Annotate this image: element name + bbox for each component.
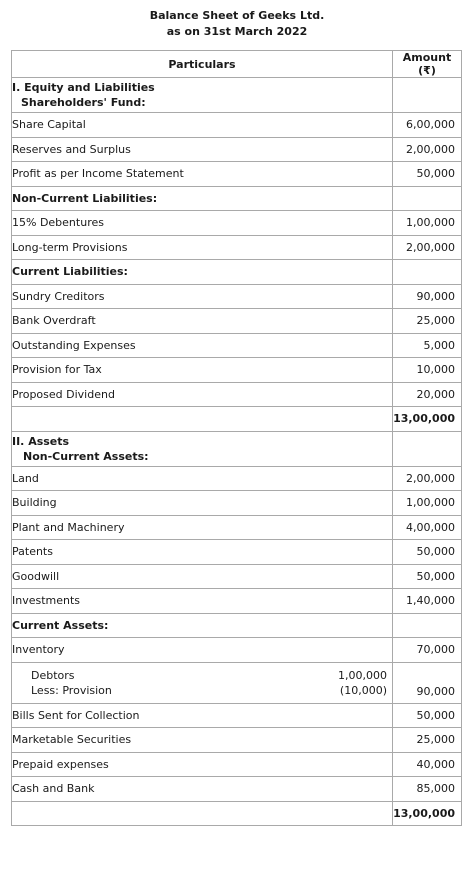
table-header-row [12,51,462,78]
debtors-label: Debtors [31,668,75,682]
balance-sheet-title [0,0,474,38]
noncurrent-liabilities-title: Non-Current Liabilities: [12,186,393,211]
table-row [12,777,462,802]
table-row [12,162,462,187]
debtors-row [12,662,462,703]
equity-total-row [12,407,462,432]
row-label: Plant and Machinery [12,515,393,540]
row-label: Bank Overdraft [12,309,393,334]
particulars-header: Particulars [12,51,393,78]
table-row [12,382,462,407]
row-amount: 2,00,000 [393,137,462,162]
row-label: Outstanding Expenses [12,333,393,358]
row-amount: 50,000 [393,703,462,728]
noncurrent-assets-title: Non-Current Assets: [23,449,149,463]
row-amount: 4,00,000 [393,515,462,540]
balance-sheet-table [11,50,462,826]
row-label: Long-term Provisions [12,235,393,260]
noncurrent-liabilities-heading-row [12,186,462,211]
less-provision-label: Less: Provision [31,683,112,697]
row-label: Building [12,491,393,516]
row-amount: 20,000 [393,382,462,407]
row-label: Marketable Securities [12,728,393,753]
table-row [12,466,462,491]
table-row [12,540,462,565]
table-row [12,235,462,260]
row-amount: 1,00,000 [393,211,462,236]
row-label: Inventory [12,638,393,663]
row-label: Prepaid expenses [12,752,393,777]
row-amount: 5,000 [393,333,462,358]
row-amount: 2,00,000 [393,235,462,260]
table-row [12,728,462,753]
row-amount: 10,000 [393,358,462,383]
row-amount: 50,000 [393,540,462,565]
assets-section-title: II. Assets [12,434,70,448]
debtors-provision: (10,000) [339,683,387,697]
table-row [12,284,462,309]
row-amount: 25,000 [393,309,462,334]
table-row [12,491,462,516]
table-row [12,211,462,236]
table-row [12,515,462,540]
table-row [12,703,462,728]
row-label: Cash and Bank [12,777,393,802]
table-row [12,137,462,162]
row-amount: 25,000 [393,728,462,753]
table-row [12,752,462,777]
amount-header: Amount (₹) [393,51,462,78]
current-liabilities-heading-row [12,260,462,285]
row-amount: 85,000 [393,777,462,802]
row-label: Proposed Dividend [12,382,393,407]
current-assets-heading-row [12,613,462,638]
row-amount: 6,00,000 [393,113,462,138]
row-amount: 70,000 [393,638,462,663]
row-amount: 50,000 [393,162,462,187]
row-amount: 2,00,000 [393,466,462,491]
assets-total-row [12,801,462,826]
current-liabilities-title: Current Liabilities: [12,260,393,285]
row-amount: 50,000 [393,564,462,589]
table-row [12,358,462,383]
row-amount: 1,00,000 [393,491,462,516]
row-label: 15% Debentures [12,211,393,236]
table-row [12,333,462,358]
table-row [12,564,462,589]
row-label: Provision for Tax [12,358,393,383]
shareholders-fund-title: Shareholders' Fund: [21,96,146,109]
equity-total: 13,00,000 [393,407,462,432]
table-row [12,113,462,138]
row-label: Reserves and Surplus [12,137,393,162]
title-line-date: as on 31st March 2022 [166,25,308,38]
row-label: Patents [12,540,393,565]
row-amount: 1,40,000 [393,589,462,614]
row-label: Sundry Creditors [12,284,393,309]
debtors-gross: 1,00,000 [338,668,387,682]
row-label: Profit as per Income Statement [12,162,393,187]
row-label: Goodwill [12,564,393,589]
row-label: Land [12,466,393,491]
equity-section-row [12,78,462,113]
table-row [12,589,462,614]
row-label: Investments [12,589,393,614]
equity-section-title: I. Equity and Liabilities [12,81,155,94]
title-line-company: Balance Sheet of Geeks Ltd. [149,9,325,22]
assets-total: 13,00,000 [393,801,462,826]
row-amount: 90,000 [393,284,462,309]
row-label: Bills Sent for Collection [12,703,393,728]
row-label: Share Capital [12,113,393,138]
current-assets-title: Current Assets: [12,613,393,638]
row-amount: 40,000 [393,752,462,777]
table-row [12,309,462,334]
assets-section-row [12,431,462,466]
debtors-net: 90,000 [393,662,462,703]
table-row [12,638,462,663]
